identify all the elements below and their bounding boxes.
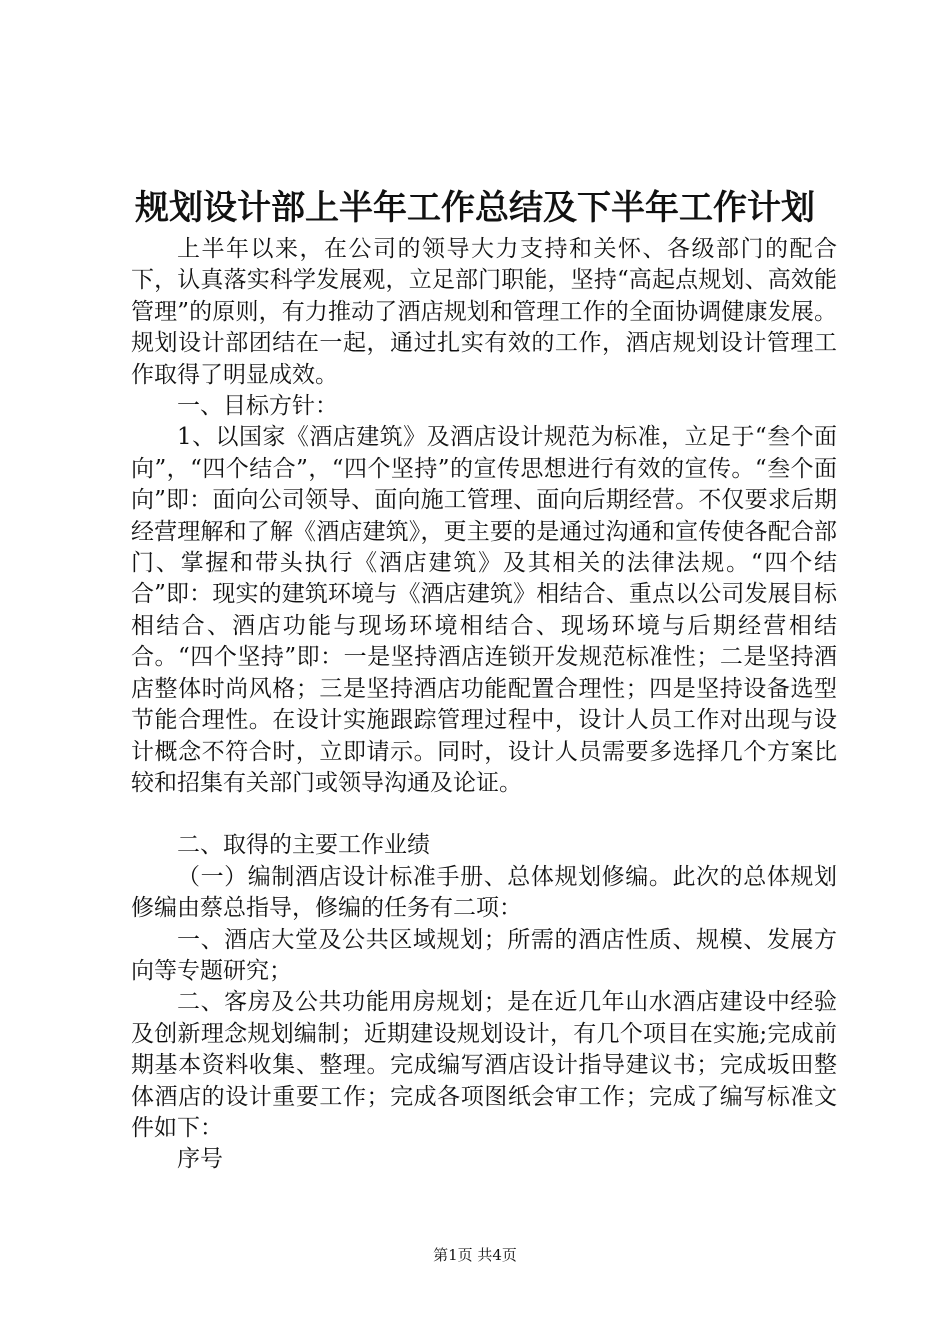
- paragraph-task-2: 二、客房及公共功能用房规划；是在近几年山水酒店建设中经验及创新理念规划编制；近期建设规划设计，有几个项目在实施;完成前期基本资料收集、整理。完成编写酒店设计指导建议书；完成坂田整体酒店的设计重要工作；完成各项图纸会审工作；完成了编写标准文件如下：: [131, 989, 837, 1141]
- document-title: 规划设计部上半年工作总结及下半年工作计划: [135, 188, 815, 228]
- document-body: [131, 234, 837, 1176]
- table-header-serial: 序号: [177, 1146, 223, 1173]
- heading-achievements: 二、取得的主要工作业绩: [177, 832, 430, 859]
- heading-goals: 一、目标方针：: [177, 393, 338, 420]
- paragraph-task-1: 一、酒店大堂及公共区域规划；所需的酒店性质、规模、发展方向等专题研究；: [131, 926, 837, 984]
- page-footer: 第1页 共4页: [433, 1246, 517, 1264]
- paragraph-goals-detail: 1、以国家《酒店建筑》及酒店设计规范为标准，立足于“叁个面向”，“四个结合”，“四个坚持”的宣传思想进行有效的宣传。“叁个面向”即：面向公司领导、面向施工管理、面向后期经营。不仅要求后期经营理解和了解《酒店建筑》，更主要的是通过沟通和宣传使各配合部门、掌握和带头执行《酒店建筑》及其相关的法律法规。“四个结合”即：现实的建筑环境与《酒店建筑》相结合、重点以公司发展目标相结合、酒店功能与现场环境相结合、现场环境与后期经营相结合。“四个坚持”即：一是坚持酒店连锁开发规范标准性；二是坚持酒店整体时尚风格；三是坚持酒店功能配置合理性；四是坚持设备选型节能合理性。在设计实施跟踪管理过程中，设计人员工作对出现与设计概念不符合时，立即请示。同时，设计人员需要多选择几个方案比较和招集有关部门或领导沟通及论证。: [131, 424, 837, 796]
- paragraph-achievement-1: （一）编制酒店设计标准手册、总体规划修编。此次的总体规划修编由蔡总指导，修编的任务有二项：: [131, 863, 837, 922]
- paragraph-intro: 上半年以来，在公司的领导大力支持和关怀、各级部门的配合下，认真落实科学发展观，立足部门职能，坚持“高起点规划、高效能管理”的原则，有力推动了酒店规划和管理工作的全面协调健康发展。规划设计部团结在一起，通过扎实有效的工作，酒店规划设计管理工作取得了明显成效。: [131, 236, 837, 388]
